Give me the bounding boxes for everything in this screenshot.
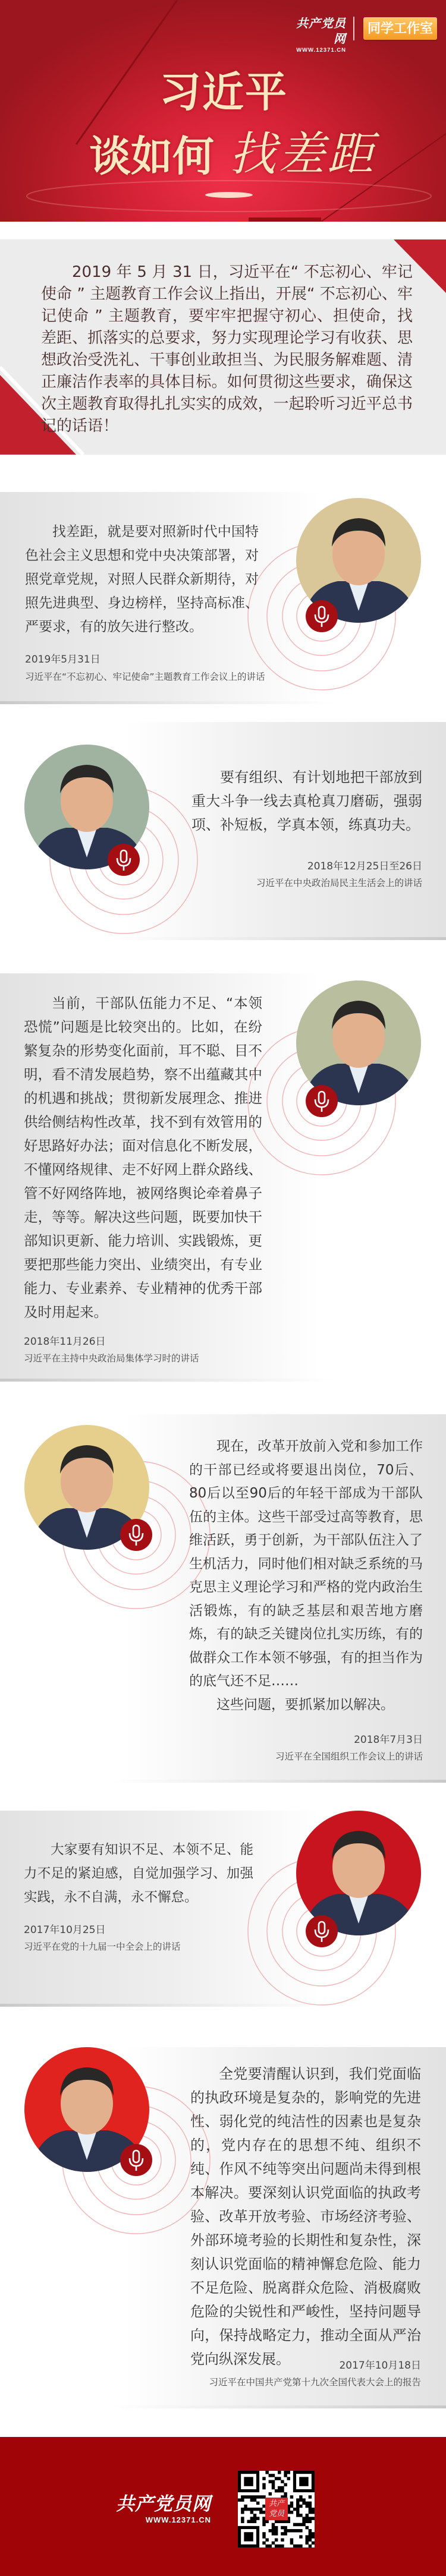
microphone-icon[interactable]: [120, 2144, 152, 2176]
quote-date: 2018年11月26日: [24, 1336, 106, 1348]
quote-text: [24, 991, 262, 1324]
quote-date: 2017年10月25日: [24, 1924, 106, 1936]
quote-paragraph: 这些问题，要抓紧加以解决。: [216, 1697, 394, 1713]
banner-bar: [249, 217, 321, 222]
quote-date: 2018年12月25日至26日: [307, 860, 422, 872]
page-title-highlight: 找差距: [230, 128, 376, 181]
footer: [0, 2437, 446, 2576]
site-logo[interactable]: [284, 15, 346, 55]
logo-text: 共产党员网: [296, 16, 346, 46]
quote-text: [190, 2062, 421, 2371]
quote-source: 习近平在党的十九届一中全会上的讲话: [24, 1941, 181, 1952]
header-banner: [0, 0, 446, 222]
quote-source: 习近平在中央政治局民主生活会上的讲话: [256, 878, 422, 888]
quote-text: [189, 1435, 423, 1717]
footer-logo[interactable]: [110, 2493, 211, 2525]
quote-paragraph: 要有组织、有计划地把干部放到重大斗争一线去真枪真刀磨砺，强弱项、补短板，学真本领，练真功夫。: [191, 769, 422, 833]
quote-source: 习近平在“不忘初心、牢记使命”主题教育工作会议上的讲话: [25, 671, 265, 682]
quote-source: 习近平在全国组织工作会议上的讲话: [275, 1751, 423, 1762]
microphone-icon[interactable]: [306, 1085, 338, 1117]
qr-center-logo: 共产党员: [265, 2498, 288, 2520]
quote-source: 习近平在主持中央政治局集体学习时的讲话: [24, 1353, 199, 1364]
intro-section: [0, 239, 446, 455]
quote-date: 2019年5月31日: [25, 654, 100, 666]
quote-date: 2017年10月18日: [339, 2360, 421, 2372]
card-shadow: [0, 2405, 446, 2408]
footer-logo-text: 共产党员网: [116, 2493, 211, 2515]
quote-paragraph: 找差距，就是要对照新时代中国特色社会主义思想和党中央决策部署，对照党章党规，对照人民群众新期待，对照先进典型、身边榜样，坚持高标准、严要求，有的放矢进行整改。: [25, 524, 259, 635]
microphone-icon[interactable]: [306, 1915, 338, 1947]
intro-paragraph: 2019 年 5 月 31 日，习近平在“ 不忘初心、牢记使命 ” 主题教育工作会议上指出，开展“ 不忘初心、牢记使命 ” 主题教育，要牢牢把握守初心、担使命，找差距、抓落实的总要求，努力实现理论学习有收获、思想政治受洗礼、干事创业敢担当、为民服务解难题、清正廉洁作表率的具体目标。如何贯彻这些要求，确保这次主题教育取得扎扎实实的成效，一起聆听习近平总书记的话语！: [41, 263, 413, 435]
footer-logo-url: WWW.12371.CN: [145, 2515, 211, 2524]
quote-date: 2018年7月3日: [354, 1734, 423, 1746]
quote-paragraph: 当前，干部队伍能力不足、“本领恐慌”问题是比较突出的。比如，在纷繁复杂的形势变化面前，耳不聪、目不明，看不清发展趋势，察不出蕴藏其中的机遇和挑战；贯彻新发展理念、推进供给侧结构性改革，找不到有效管用的好思路好办法；面对信息化不断发展，不懂网络规律、走不好网上群众路线、管不好网络阵地，被网络舆论牵着鼻子走，等等。解决这些问题，既要加快干部知识更新、能力培训、实践锻炼，更要把那些能力突出、业绩突出，有专业能力、专业素养、专业精神的优秀干部及时用起来。: [24, 995, 262, 1320]
page-title-line2: 谈如何: [89, 132, 214, 181]
quote-text: [25, 520, 259, 639]
quote-paragraph: 全党要清醒认识到，我们党面临的执政环境是复杂的，影响党的先进性、弱化党的纯洁性的因素也是复杂的，党内存在的思想不纯、组织不纯、作风不纯等突出问题尚未得到根本解决。要深刻认识党面临的执政考验、改革开放考验、市场经济考验、外部环境考验的长期性和复杂性，深刻认识党面临的精神懈怠危险、能力不足危险、脱离群众危险、消极腐败危险的尖锐性和严峻性，坚持问题导向，保持战略定力，推动全面从严治党向纵深发展。: [190, 2066, 421, 2367]
quote-text: [191, 765, 422, 837]
card-shadow: [0, 1780, 446, 1783]
studio-button[interactable]: 同学工作室: [363, 17, 437, 40]
quote-text: [24, 1838, 253, 1909]
card-shadow: [0, 1379, 446, 1382]
logo-url: WWW.12371.CN: [296, 47, 346, 53]
microphone-icon[interactable]: [306, 600, 338, 632]
qr-code[interactable]: [238, 2471, 315, 2547]
quote-paragraph: 大家要有知识不足、本领不足、能力不足的紧迫感，自觉加强学习、加强实践，永不自满，永不懈怠。: [24, 1842, 253, 1905]
light-flare: [205, 192, 253, 198]
quote-source: 习近平在中国共产党第十九次全国代表大会上的报告: [209, 2377, 421, 2388]
quote-paragraph: 现在，改革开放前入党和参加工作的干部已经或将要退出岗位，70后、80后以至90后的年轻干部成为干部队伍的主体。这些干部受过高等教育，思维活跃，勇于创新，为干部队伍注入了生机活力，同时他们相对缺乏系统的马克思主义理论学习和严格的党内政治生活锻炼，有的缺乏基层和艰苦地方磨炼，有的缺乏关键岗位扎实历练，有的做群众工作本领不够强，有的担当作为的底气还不足……: [189, 1439, 423, 1689]
microphone-icon[interactable]: [120, 1519, 152, 1551]
logo-divider: [353, 17, 354, 40]
page-title-line1: 习近平: [159, 68, 288, 116]
